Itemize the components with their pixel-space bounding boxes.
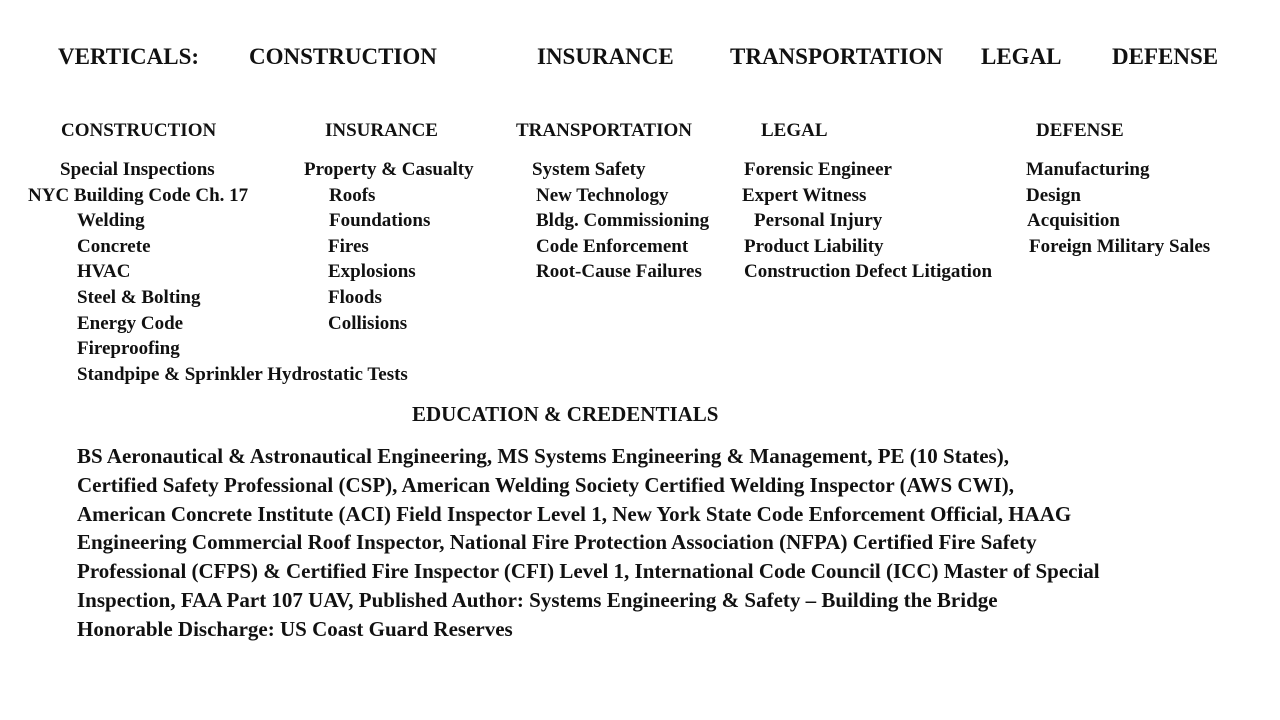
vertical-insurance: INSURANCE [537,44,674,69]
list-item: Special Inspections [60,159,215,180]
list-item: Fireproofing [77,338,180,360]
education-credentials [77,442,1267,644]
insurance-list [300,157,474,336]
credential-line: BS Aeronautical & Astronautical Engineering, MS Systems Engineering & Management, PE (10 States), [77,444,1009,468]
list-item: Energy Code [77,312,184,334]
credential-line: Honorable Discharge: US Coast Guard Reserves [77,616,513,641]
education-title: EDUCATION & CREDENTIALS [412,402,719,426]
credential-line: Engineering Commercial Roof Inspector, National Fire Protection Association (NFPA) Certified Fire Safety [77,530,1037,555]
list-item: System Safety [532,159,646,180]
list-item: Foreign Military Sales [1029,235,1211,257]
list-item: Root-Cause Failures [536,261,702,283]
list-item: Construction Defect Litigation [744,261,993,283]
list-item: HVAC [77,261,131,283]
credential-line: Inspection, FAA Part 107 UAV, Published Author: Systems Engineering & Safety – Building the Bridge [77,587,998,612]
list-item: Bldg. Commissioning [536,210,710,232]
list-item: Design [1026,184,1081,206]
column-header-legal: LEGAL [761,120,828,141]
vertical-construction: CONSTRUCTION [249,44,437,69]
column-header-construction: CONSTRUCTION [61,120,217,141]
list-item: Roofs [329,184,376,206]
list-item: Forensic Engineer [744,159,892,180]
column-header-insurance: INSURANCE [325,120,438,141]
list-item: Explosions [328,261,416,283]
list-item: Concrete [77,235,151,257]
list-item: Code Enforcement [536,235,689,257]
list-item: Welding [77,210,145,232]
defense-list [1026,157,1210,259]
list-item: New Technology [536,184,669,206]
list-item: Foundations [329,210,431,232]
verticals-label: VERTICALS: [58,44,200,69]
credential-line: Certified Safety Professional (CSP), American Welding Society Certified Welding Inspector (AWS CWI), [77,472,1014,497]
list-item: Product Liability [744,235,884,257]
credential-line: American Concrete Institute (ACI) Field Inspector Level 1, New York State Code Enforcement Official, HAAG [77,501,1072,526]
list-item: Steel & Bolting [77,286,201,308]
credential-line: Professional (CFPS) & Certified Fire Inspector (CFI) Level 1, International Code Council (ICC) Master of Special [77,559,1100,584]
list-item: Property & Casualty [304,159,474,180]
legal-list [740,157,992,285]
list-item: Collisions [328,312,408,334]
list-item: Standpipe & Sprinkler Hydrostatic Tests [77,363,408,385]
list-item: NYC Building Code Ch. 17 [28,184,249,206]
transportation-list [530,157,709,285]
list-item: Personal Injury [754,210,883,232]
vertical-legal: LEGAL [981,44,1062,69]
list-item: Expert Witness [742,184,867,206]
column-header-transportation: TRANSPORTATION [516,120,692,141]
list-item: Floods [328,286,382,308]
column-header-defense: DEFENSE [1036,120,1124,141]
list-item: Fires [328,235,369,257]
vertical-defense: DEFENSE [1112,44,1219,69]
vertical-transportation: TRANSPORTATION [730,44,944,69]
list-item: Manufacturing [1026,159,1150,180]
list-item: Acquisition [1027,210,1120,232]
